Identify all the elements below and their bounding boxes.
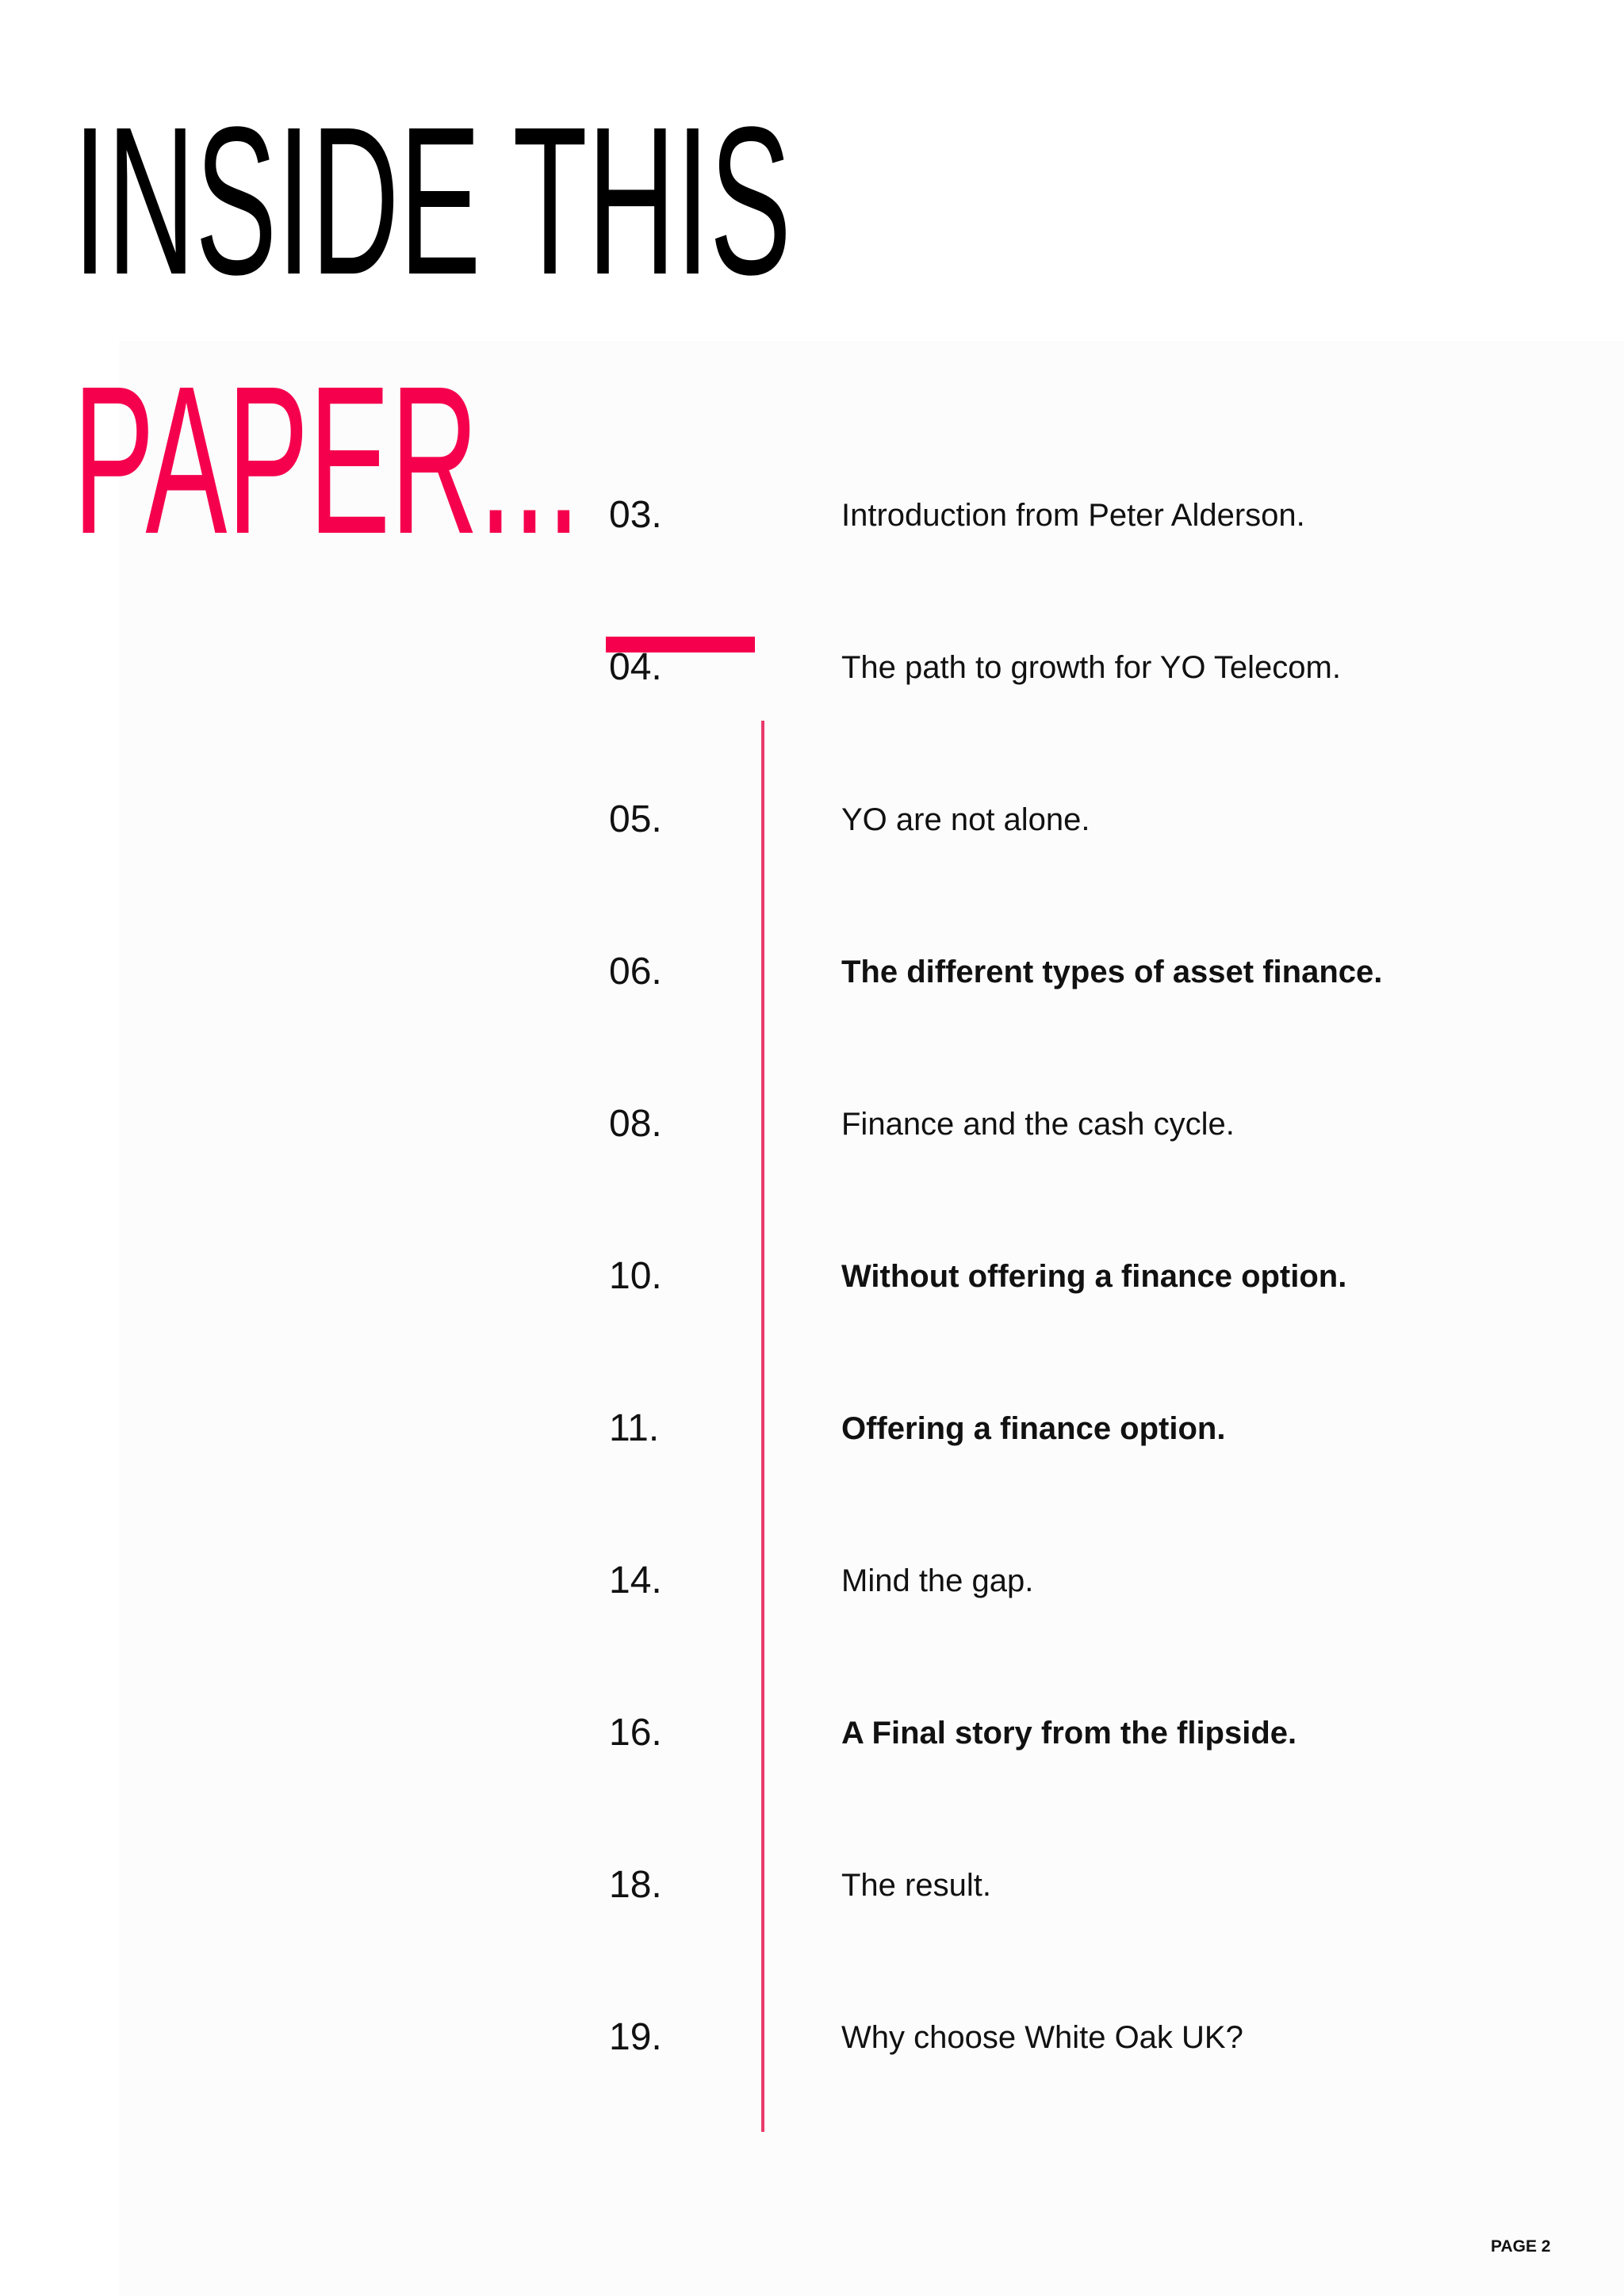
toc-page-number: 11. — [609, 1407, 660, 1449]
toc-page-number: 03. — [609, 494, 662, 536]
toc-entry[interactable] — [603, 2012, 1618, 2063]
title-line-2: PAPER... — [73, 342, 581, 578]
toc-entry[interactable] — [603, 1860, 1618, 1911]
toc-page-number: 04. — [609, 646, 662, 688]
background-panel — [119, 341, 1624, 2296]
toc-page-number: 19. — [609, 2016, 662, 2058]
toc-entry-label[interactable]: Introduction from Peter Alderson. — [841, 498, 1305, 533]
toc-entry-label[interactable]: Finance and the cash cycle. — [841, 1107, 1235, 1142]
toc-page-number: 06. — [609, 951, 662, 993]
toc-entry[interactable] — [603, 794, 1618, 845]
toc-entry-label[interactable]: The result. — [841, 1868, 991, 1903]
toc-entry[interactable] — [603, 642, 1618, 693]
toc-entry[interactable] — [603, 490, 1618, 541]
page-number: PAGE 2 — [1491, 2237, 1551, 2256]
toc-page-number: 18. — [609, 1864, 662, 1906]
toc-entry-label[interactable]: Mind the gap. — [841, 1563, 1034, 1598]
toc-page-number: 10. — [609, 1255, 662, 1297]
toc-entry[interactable] — [603, 1403, 1618, 1454]
toc-entry-label[interactable]: A Final story from the flipside. — [841, 1716, 1297, 1751]
toc-entry[interactable] — [603, 947, 1618, 997]
toc-page-number: 16. — [609, 1712, 662, 1754]
toc-entry-label[interactable]: The path to growth for YO Telecom. — [841, 650, 1341, 685]
toc-entry[interactable] — [603, 1251, 1618, 1302]
toc-page-number: 08. — [609, 1103, 662, 1145]
toc-entry-label[interactable]: The different types of asset finance. — [841, 955, 1383, 989]
toc-entry[interactable] — [603, 1556, 1618, 1606]
toc-page-number: 05. — [609, 798, 662, 840]
toc-page-number: 14. — [609, 1559, 662, 1601]
toc-entry[interactable] — [603, 1708, 1618, 1758]
toc-entry[interactable] — [603, 1099, 1618, 1150]
toc-entry-label[interactable]: Without offering a finance option. — [841, 1259, 1347, 1294]
title-line-1: INSIDE THIS — [73, 83, 791, 319]
toc-entry-label[interactable]: Offering a finance option. — [841, 1411, 1226, 1446]
toc-entry-label[interactable]: YO are not alone. — [841, 802, 1090, 837]
toc-entry-label[interactable]: Why choose White Oak UK? — [841, 2020, 1243, 2055]
